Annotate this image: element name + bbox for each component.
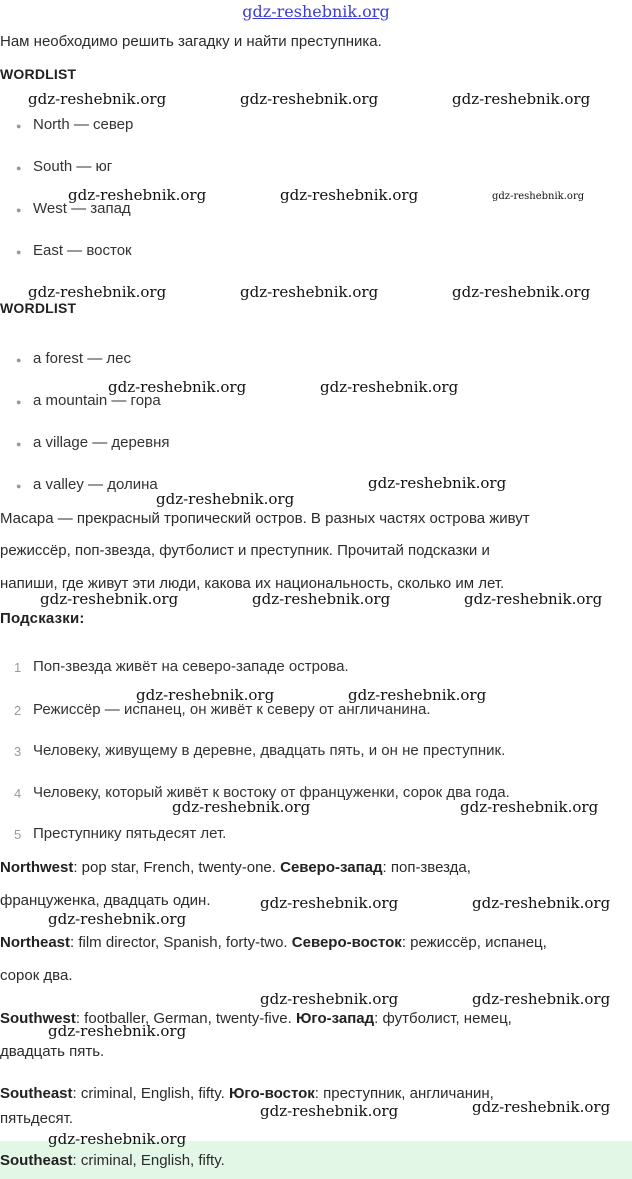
clue-number: 1 <box>14 660 22 675</box>
watermark: gdz-reshebnik.org <box>348 686 487 704</box>
watermark: gdz-reshebnik.org <box>464 590 603 608</box>
answer-label: Northwest <box>0 859 74 876</box>
answer-ru-label: Юго-восток <box>228 1085 315 1102</box>
clue-number: 5 <box>14 827 22 842</box>
bullet-icon: ● <box>16 355 22 365</box>
wordlist-item: North — север <box>33 116 134 133</box>
story-line: режиссёр, поп-звезда, футболист и преступник. Прочитай подсказки и <box>0 542 490 559</box>
answer-label: Northeast <box>0 934 71 951</box>
watermark: gdz-reshebnik.org <box>48 1130 187 1148</box>
watermark: gdz-reshebnik.org <box>48 910 187 928</box>
bullet-icon: ● <box>16 439 22 449</box>
wordlist-item: East — восток <box>33 242 132 259</box>
bullet-icon: ● <box>16 205 22 215</box>
bullet-icon: ● <box>16 247 22 257</box>
wordlist-item: a village — деревня <box>33 434 170 451</box>
clue-text: Преступнику пятьдесят лет. <box>33 825 227 842</box>
bullet-icon: ● <box>16 163 22 173</box>
answer-line: двадцать пять. <box>0 1043 105 1060</box>
bullet-icon: ● <box>16 397 22 407</box>
answer-ru: : режиссёр, испанец, <box>401 934 547 951</box>
watermark: gdz-reshebnik.org <box>28 90 167 108</box>
watermark: gdz-reshebnik.org <box>252 590 391 608</box>
answer-ru: : поп-звезда, <box>382 859 471 876</box>
watermark: gdz-reshebnik.org <box>472 990 611 1008</box>
answer-label: Southeast <box>0 1085 73 1102</box>
story-line: Масара — прекрасный тропический остров. В разных частях острова живут <box>0 510 530 527</box>
answer-ru-label: Северо-запад <box>280 859 383 876</box>
final-answer <box>0 1152 225 1169</box>
answer-line: француженка, двадцать один. <box>0 892 211 909</box>
watermark: gdz-reshebnik.org <box>452 90 591 108</box>
watermark: gdz-reshebnik.org <box>460 798 599 816</box>
watermark: gdz-reshebnik.org <box>452 283 591 301</box>
watermark: gdz-reshebnik.org <box>172 798 311 816</box>
answer-line: сорок два. <box>0 967 73 984</box>
story-line: напиши, где живут эти люди, какова их национальность, сколько им лет. <box>0 575 505 592</box>
wordlist-heading: WORDLIST <box>0 66 77 82</box>
answer-en: : pop star, French, twenty-one. <box>73 859 281 876</box>
watermark: gdz-reshebnik.org <box>28 283 167 301</box>
bullet-icon: ● <box>16 481 22 491</box>
watermark: gdz-reshebnik.org <box>240 283 379 301</box>
clue-number: 4 <box>14 786 22 801</box>
clues-heading: Подсказки: <box>0 610 85 627</box>
watermark: gdz-reshebnik.org <box>492 191 585 202</box>
clue-text: Поп-звезда живёт на северо-западе острова. <box>33 658 349 675</box>
watermark: gdz-reshebnik.org <box>240 90 379 108</box>
clue-text: Режиссёр — испанец, он живёт к северу от англичанина. <box>33 701 431 718</box>
intro-text: Нам необходимо решить загадку и найти преступника. <box>0 33 382 50</box>
answer-label: Southwest <box>0 1010 76 1027</box>
answer-ru-label: Юго-запад <box>295 1010 375 1027</box>
wordlist-item: a mountain — гора <box>33 392 161 409</box>
wordlist-heading: WORDLIST <box>0 300 77 316</box>
watermark: gdz-reshebnik.org <box>108 378 247 396</box>
final-answer-text: : criminal, English, fifty. <box>72 1152 225 1169</box>
answer-northwest <box>0 859 471 876</box>
watermark: gdz-reshebnik.org <box>260 1102 399 1120</box>
watermark: gdz-reshebnik.org <box>280 186 419 204</box>
answer-ru: : футболист, немец, <box>374 1010 512 1027</box>
clue-text: Человеку, который живёт к востоку от француженки, сорок два года. <box>33 784 510 801</box>
watermark: gdz-reshebnik.org <box>136 686 275 704</box>
watermark: gdz-reshebnik.org <box>260 894 399 912</box>
wordlist-item: West — запад <box>33 200 131 217</box>
answer-northeast <box>0 934 547 951</box>
answer-en: : film director, Spanish, forty-two. <box>70 934 292 951</box>
final-answer-label: Southeast <box>0 1152 73 1169</box>
watermark: gdz-reshebnik.org <box>48 1022 187 1040</box>
wordlist-item: a forest — лес <box>33 350 131 367</box>
watermark: gdz-reshebnik.org <box>68 186 207 204</box>
wordlist-item: South — юг <box>33 158 113 175</box>
answer-ru-label: Северо-восток <box>291 934 402 951</box>
site-header-link[interactable]: gdz-reshebnik.org <box>242 2 390 21</box>
answer-line: пятьдесят. <box>0 1110 74 1127</box>
watermark: gdz-reshebnik.org <box>368 474 507 492</box>
watermark: gdz-reshebnik.org <box>40 590 179 608</box>
wordlist-item: a valley — долина <box>33 476 158 493</box>
answer-southeast <box>0 1085 494 1102</box>
watermark: gdz-reshebnik.org <box>320 378 459 396</box>
watermark: gdz-reshebnik.org <box>260 990 399 1008</box>
watermark: gdz-reshebnik.org <box>156 490 295 508</box>
clue-number: 2 <box>14 703 22 718</box>
answer-en: : criminal, English, fifty. <box>72 1085 229 1102</box>
watermark: gdz-reshebnik.org <box>472 894 611 912</box>
clue-text: Человеку, живущему в деревне, двадцать пять, и он не преступник. <box>33 742 506 759</box>
clue-number: 3 <box>14 744 22 759</box>
answer-ru: : преступник, англичанин, <box>314 1085 494 1102</box>
bullet-icon: ● <box>16 121 22 131</box>
answer-en: : footballer, German, twenty-five. <box>75 1010 296 1027</box>
watermark: gdz-reshebnik.org <box>472 1098 611 1116</box>
